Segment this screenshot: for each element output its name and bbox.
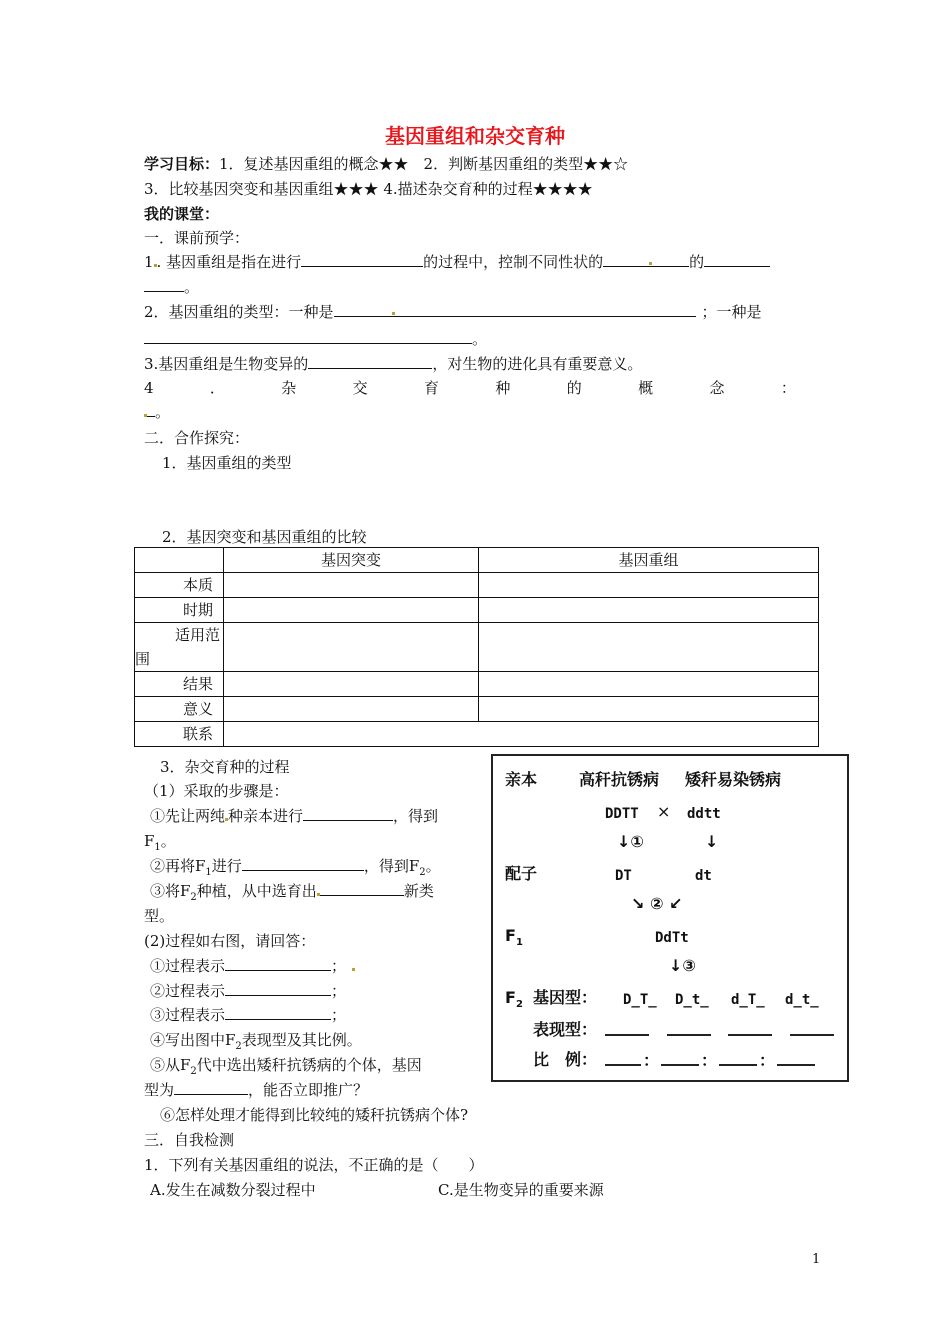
table-cell[interactable] [479, 573, 819, 598]
q2-end: 。 [472, 330, 488, 348]
table-header-cell [135, 548, 224, 573]
f-sub: 2 [190, 892, 197, 903]
phenotype-label: 表现型： [533, 1020, 598, 1039]
table-row-label: 意义 [135, 697, 224, 722]
f2-label [505, 988, 523, 1015]
blank-field[interactable] [605, 1050, 641, 1066]
q-text: ③过程表示 [150, 1006, 226, 1024]
step2-text-b: 进行 [211, 857, 242, 875]
parent-2: 矮秆易染锈病 [685, 770, 782, 789]
table-header-cell: 基因重组 [479, 548, 819, 573]
table-cell[interactable] [224, 623, 479, 672]
table-cell[interactable] [224, 722, 819, 747]
blank-field[interactable] [334, 302, 394, 317]
ratio-blanks [605, 1050, 815, 1071]
process-q5-cont [144, 1080, 368, 1100]
parent-1: 高秆抗锈病 [579, 770, 660, 789]
f2-genotype: D_T_ [623, 992, 657, 1008]
q4-char: 4 [144, 379, 154, 397]
q3-text-a: 3.基因重组是生物变异的 [144, 355, 309, 373]
goals-line-2: 3．比较基因突变和基因重组★★★ 4.描述杂交育种的过程★★★★ [144, 180, 593, 198]
q4-end: 。 [155, 403, 171, 421]
table-row-label: 结果 [135, 672, 224, 697]
table-cell[interactable] [224, 598, 479, 623]
table-header-row [135, 548, 819, 573]
step2-end: 。 [425, 857, 441, 875]
process-step-1-cont [144, 831, 176, 858]
selftest-heading: 三．自我检测 [144, 1131, 235, 1149]
blank-field[interactable] [174, 1080, 248, 1095]
arrow-step-3: ↓③ [669, 956, 696, 975]
q4-text-b: 表现型及其比例。 [241, 1031, 362, 1049]
f2-genotype: D_t_ [675, 992, 709, 1008]
goals-line-1 [144, 154, 628, 174]
q1-text-c: 的 [689, 253, 705, 271]
process-heading: 3．杂交育种的过程 [160, 758, 290, 776]
process-q2 [150, 981, 346, 1001]
page-title: 基因重组和杂交育种 [385, 124, 565, 148]
selftest-q1: 1．下列有关基因重组的说法，不正确的是（ ） [144, 1156, 484, 1174]
table-row [135, 672, 819, 697]
blank-field[interactable] [790, 1020, 834, 1036]
blank-field[interactable] [225, 956, 331, 971]
blank-field[interactable] [308, 354, 432, 369]
comparison-table [134, 547, 819, 747]
blank-field[interactable] [301, 252, 423, 267]
f-sub: 2 [235, 1041, 242, 1052]
blank-field[interactable] [719, 1050, 757, 1066]
arrow-step-2: ↘ ② ↙ [631, 894, 683, 913]
table-cell[interactable] [479, 672, 819, 697]
table-cell[interactable] [224, 573, 479, 598]
table-row [135, 623, 819, 672]
gamete-label: 配子 [505, 864, 538, 883]
table-cell[interactable] [479, 598, 819, 623]
ratio-colon: ： [643, 1051, 660, 1070]
arrow-down-icon: ↓ [705, 832, 719, 851]
blank-field[interactable] [661, 1050, 699, 1066]
q4-char: ： [780, 379, 796, 397]
table-header-cell: 基因突变 [224, 548, 479, 573]
table-row [135, 573, 819, 598]
q4-char: 的 [566, 379, 582, 397]
explore-sub-2: 2．基因突变和基因重组的比较 [162, 528, 367, 546]
process-step-2 [150, 856, 441, 883]
preview-q4 [144, 378, 796, 398]
table-row-label: 联系 [135, 722, 224, 747]
step3-text-c: 新类 [403, 882, 434, 900]
step1-end: 。 [160, 832, 176, 850]
process-step-3-cont: 型。 [144, 907, 175, 925]
blank-field[interactable] [667, 1020, 711, 1036]
phenotype-blanks [605, 1020, 834, 1041]
blank-field[interactable] [320, 881, 404, 896]
blank-field[interactable] [605, 1020, 649, 1036]
process-q3 [150, 1005, 346, 1025]
blank-field[interactable] [144, 277, 184, 292]
blank-field[interactable] [225, 1005, 331, 1020]
process-steps-label: （1）采取的步骤是： [144, 782, 289, 800]
q-semicolon: ； [331, 1006, 347, 1024]
q2-text-a: 2．基因重组的类型：一种是 [144, 303, 334, 321]
option-c[interactable]: C.是生物变异的重要来源 [438, 1181, 604, 1199]
table-cell[interactable] [224, 672, 479, 697]
preview-q4-cont [144, 402, 170, 422]
table-cell[interactable] [224, 697, 479, 722]
preview-q2-cont [144, 329, 487, 349]
arrow-step-1: ↓① [617, 832, 644, 851]
blank-field[interactable] [394, 302, 696, 317]
q5-text-a: ⑤从F [150, 1056, 191, 1074]
f-symbol: F [144, 832, 155, 850]
q4-char: 育 [424, 379, 440, 397]
blank-field[interactable] [303, 806, 393, 821]
table-row-label: 适用范围 [135, 623, 224, 672]
genotype-label: 基因型： [533, 988, 598, 1007]
f1-letter: F [505, 926, 516, 945]
q4-char: 种 [495, 379, 511, 397]
blank-field[interactable] [603, 252, 651, 267]
q3-text-b: ，对生物的进化具有重要意义。 [432, 355, 643, 373]
cross-symbol: × [657, 802, 671, 821]
q1-number: 1 [144, 253, 154, 271]
preview-q1 [144, 252, 770, 272]
blank-field[interactable] [728, 1020, 772, 1036]
preview-q2 [144, 302, 762, 322]
step1-text-b: 种亲本进行 [228, 807, 304, 825]
step1-text-c: ，得到 [393, 807, 439, 825]
q1-end: 。 [184, 278, 200, 296]
blank-field[interactable] [777, 1050, 815, 1066]
blank-field[interactable] [225, 981, 331, 996]
q-semicolon: ； [331, 982, 347, 1000]
parent-1-genotype: DDTT [605, 806, 639, 822]
process-q6: ⑥怎样处理才能得到比较纯的矮秆抗锈病个体? [160, 1106, 469, 1124]
q-semicolon: ； [331, 957, 347, 975]
explore-heading: 二．合作探究： [144, 429, 250, 447]
q4-char: 杂 [281, 379, 297, 397]
mark-dot [392, 312, 395, 315]
blank-field[interactable] [147, 402, 155, 417]
goals-text-1: 1．复述基因重组的概念★★ 2．判断基因重组的类型★★☆ [219, 155, 629, 173]
q-text: ②过程表示 [150, 982, 226, 1000]
process-step-3 [150, 881, 434, 908]
preview-heading: 一．课前预学： [144, 229, 250, 247]
table-row [135, 697, 819, 722]
goals-label: 学习目标： [144, 155, 220, 173]
f2-genotype: d_T_ [731, 992, 765, 1008]
q4-char: ． [209, 379, 225, 397]
process-q4 [150, 1030, 362, 1057]
f-sub: 2 [419, 867, 426, 878]
process-q5 [150, 1055, 422, 1082]
q-text: ①过程表示 [150, 957, 226, 975]
process-step-1 [150, 806, 438, 826]
f1-sub: 1 [515, 937, 523, 949]
blank-field[interactable] [144, 329, 472, 344]
ratio-colon: ： [759, 1051, 776, 1070]
step3-text-a: ③将F [150, 882, 191, 900]
f2-letter: F [505, 988, 516, 1007]
table-cell[interactable] [479, 697, 819, 722]
step2-text-a: ②再将F [150, 857, 206, 875]
table-row-label: 时期 [135, 598, 224, 623]
q1-text-a: . 基因重组是指在进行 [156, 253, 302, 271]
table-row [135, 722, 819, 747]
f2-genotype: d_t_ [785, 992, 819, 1008]
f-sub: 1 [154, 842, 161, 853]
f-sub: 1 [205, 867, 212, 878]
gamete-2: dt [695, 868, 712, 884]
gamete-1: DT [615, 868, 632, 884]
step1-text-a: ①先让两纯 [150, 807, 226, 825]
step2-text-c: ，得到F [363, 857, 420, 875]
explore-sub-1: 1．基因重组的类型 [162, 454, 292, 472]
ratio-label: 比 例： [533, 1050, 598, 1069]
q4-char: 概 [638, 379, 654, 397]
ratio-colon: ： [701, 1051, 718, 1070]
parent-2-genotype: ddtt [687, 806, 721, 822]
cross-diagram [491, 754, 849, 1082]
q4-text-a: ④写出图中F [150, 1031, 236, 1049]
preview-q3 [144, 354, 642, 374]
preview-q1-cont [144, 277, 199, 297]
q5-text-d: ，能否立即推广？ [248, 1081, 369, 1099]
step3-text-b: 种植，从中选育出 [196, 882, 317, 900]
my-class-heading: 我的课堂： [144, 205, 220, 223]
blank-field[interactable] [704, 252, 770, 267]
mark-dot [649, 262, 652, 265]
table-row-label: 本质 [135, 573, 224, 598]
q5-text-b: 代中选出矮秆抗锈病的个体，基因 [196, 1056, 422, 1074]
q1-text-b: 的过程中，控制不同性状的 [423, 253, 604, 271]
mark-dot [352, 968, 355, 971]
blank-field[interactable] [651, 252, 689, 267]
blank-field[interactable] [242, 856, 364, 871]
q4-char: 念 [709, 379, 725, 397]
page-number: 1 [812, 1252, 821, 1267]
f-sub: 2 [190, 1066, 197, 1077]
option-a[interactable]: A.发生在减数分裂过程中 [150, 1181, 316, 1199]
table-row [135, 598, 819, 623]
f2-sub: 2 [515, 999, 523, 1011]
q5-text-c: 型为 [144, 1081, 175, 1099]
f1-genotype: DdTt [655, 930, 689, 946]
process-q1 [150, 956, 355, 976]
q4-char: 交 [352, 379, 368, 397]
parent-label: 亲本 [505, 770, 538, 789]
table-cell[interactable] [479, 623, 819, 672]
q2-text-b: ；一种是 [701, 303, 762, 321]
f1-label [505, 926, 523, 953]
process-part-2: (2)过程如右图，请回答： [144, 932, 316, 950]
